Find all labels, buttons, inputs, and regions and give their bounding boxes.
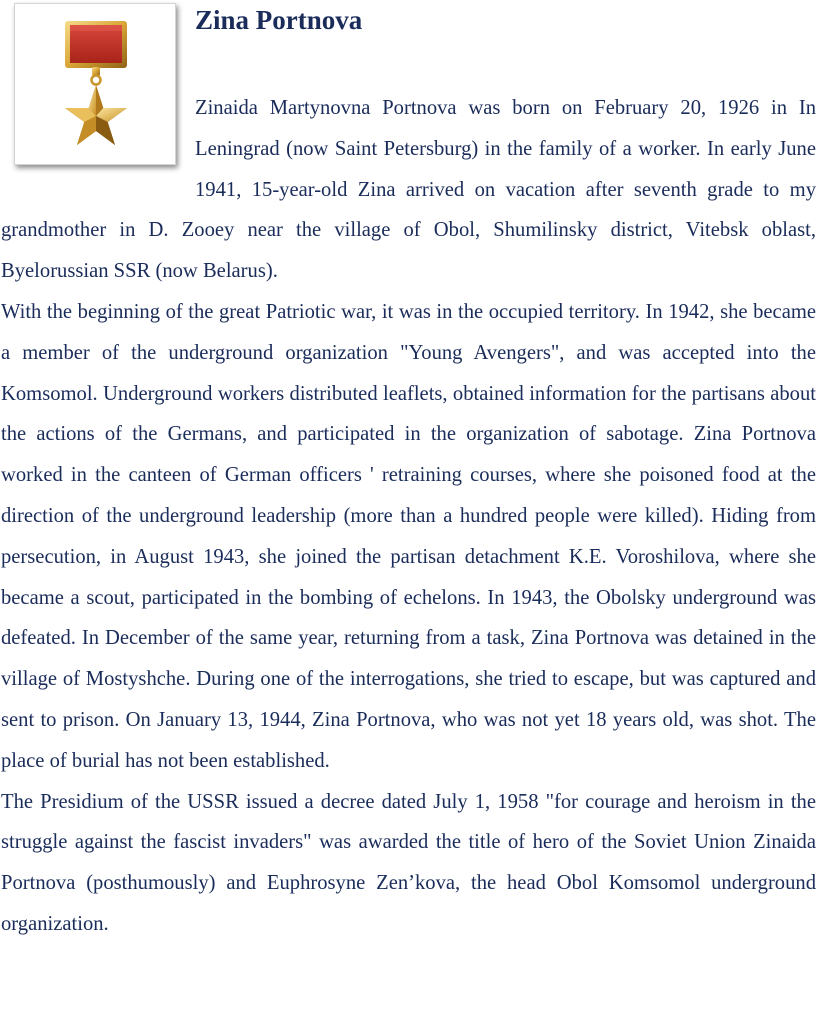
medal-text-wrap-spacer <box>1 88 195 170</box>
page-title: Zina Portnova <box>195 5 363 35</box>
paragraph-war: With the beginning of the great Patriotic war, it was in the occupied territory. In 1942, she became a member of the underground organization "Young Avengers", and was accepted into the Komsomol. Underground workers distributed leaflets, obtained information for the partisans about the actions of the Germans, and participated in the organization of sabotage. Zina Portnova worked in the canteen of German officers ' retraining courses, where she poisoned food at the direction of the underground leadership (more than a hundred people were killed). Hiding from persecution, in August 1943, she joined the partisan detachment K.E. Voroshilova, where she became a scout, participated in the bombing of echelons. In 1943, the Obolsky underground was defeated. In December of the same year, returning from a task, Zina Portnova was detained in the village of Mostyshche. During one of the interrogations, she tried to escape, but was captured and sent to prison. On January 13, 1944, Zina Portnova, who was not yet 18 years old, was shot. The place of burial has not been established. <box>1 300 816 772</box>
biography-text <box>1 88 816 945</box>
medal-ring <box>92 76 101 85</box>
paragraph-award: The Presidium of the USSR issued a decree dated July 1, 1958 "for courage and heroism in the struggle against the fascist invaders" was awarded the title of hero of the Soviet Union Zinaida Portnova (posthumously) and Euphrosyne Zen’kova, the head Obol Komsomol underground organization. <box>1 790 816 935</box>
paragraph-birth: Zinaida Martynovna Portnova was born on February 20, 1926 in In Leningrad (now Saint Petersburg) in the family of a worker. In early June 1941, 15-year-old Zina arrived on vacation after seventh grade to my grandmother in D. Zooey near the village of Obol, Shumilinsky district, Vitebsk oblast, Byelorussian SSR (now Belarus). <box>1 97 816 283</box>
